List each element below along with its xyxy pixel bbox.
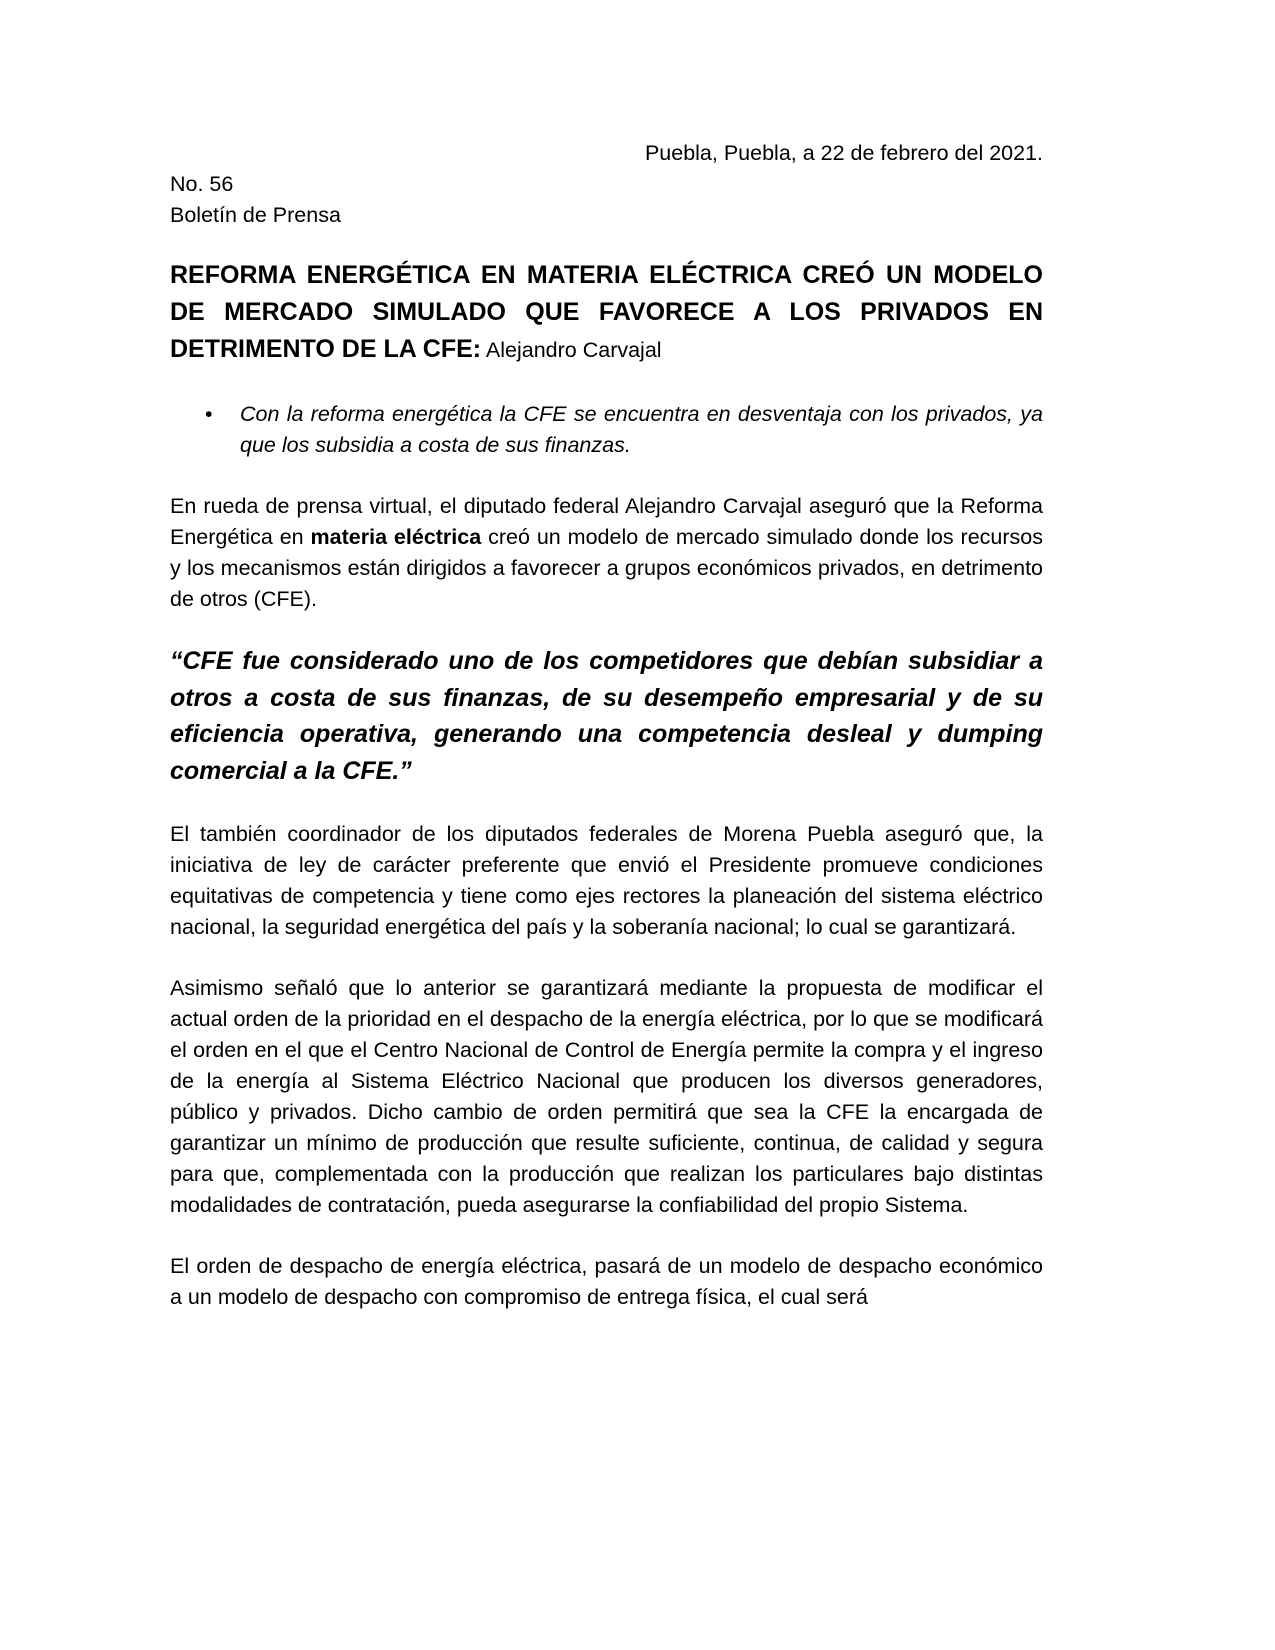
summary-bullets xyxy=(170,399,1043,461)
headline-author: Alejandro Carvajal xyxy=(481,338,662,362)
paragraph-dispatch-model: El orden de despacho de energía eléctrica, pasará de un modelo de despacho económico a un modelo de despacho con compromiso de entrega física, el cual será xyxy=(170,1254,1043,1309)
paragraph-intro-end: creó un modelo de mercado simulado donde los recursos y los mecanismos están dirigidos a favorecer a grupos económicos privados, en detrimento de otros (CFE). xyxy=(170,525,1043,611)
headline-text: REFORMA ENERGÉTICA EN MATERIA ELÉCTRICA CREÓ UN MODELO DE MERCADO SIMULADO QUE FAVORECE A LOS PRIVADOS EN DETRIMENTO DE LA CFE: xyxy=(170,261,1043,363)
document-page xyxy=(170,138,1043,1313)
bulletin-type: Boletín de Prensa xyxy=(170,203,341,227)
paragraph-coordinator: El también coordinador de los diputados federales de Morena Puebla aseguró que, la iniciativa de ley de carácter preferente que envió el Presidente promueve condiciones equitativas de competencia y tiene como ejes rectores la planeación del sistema eléctrico nacional, la seguridad energética del país y la soberanía nacional; lo cual se garantizará. xyxy=(170,822,1043,939)
paragraph-intro xyxy=(170,491,1043,615)
pull-quote: “CFE fue considerado uno de los competidores que debían subsidiar a otros a costa de sus finanzas, de su desempeño empresarial y de su eficiencia operativa, generando una competencia desleal y dumping comercial a la CFE.” xyxy=(170,647,1043,785)
paragraph-intro-bold: materia eléctrica xyxy=(310,525,482,549)
date-line: Puebla, Puebla, a 22 de febrero del 2021. xyxy=(644,141,1043,165)
bullet-icon: • xyxy=(205,402,213,426)
bulletin-meta xyxy=(170,169,1043,231)
headline xyxy=(170,257,1043,369)
paragraph-intro-start: En rueda de prensa virtual, el diputado federal Alejandro Carvajal aseguró que la Reforma Energética en xyxy=(170,494,1043,549)
bulletin-number: No. 56 xyxy=(170,172,234,196)
summary-bullet xyxy=(205,399,1043,461)
summary-bullet-text: Con la reforma energética la CFE se encuentra en desventaja con los privados, ya que los subsidia a costa de sus finanzas. xyxy=(240,402,1043,457)
paragraph-dispatch-order: Asimismo señaló que lo anterior se garantizará mediante la propuesta de modificar el actual orden de la prioridad en el despacho de la energía eléctrica, por lo que se modificará el orden en el que el Centro Nacional de Control de Energía permite la compra y el ingreso de la energía al Sistema Eléctrico Nacional que producen los diversos generadores, público y privados. Dicho cambio de orden permitirá que sea la CFE la encargada de garantizar un mínimo de producción que resulte suficiente, continua, de calidad y segura para que, complementada con la producción que realizan los particulares bajo distintas modalidades de contratación, pueda asegurarse la confiabilidad del propio Sistema. xyxy=(170,976,1043,1217)
